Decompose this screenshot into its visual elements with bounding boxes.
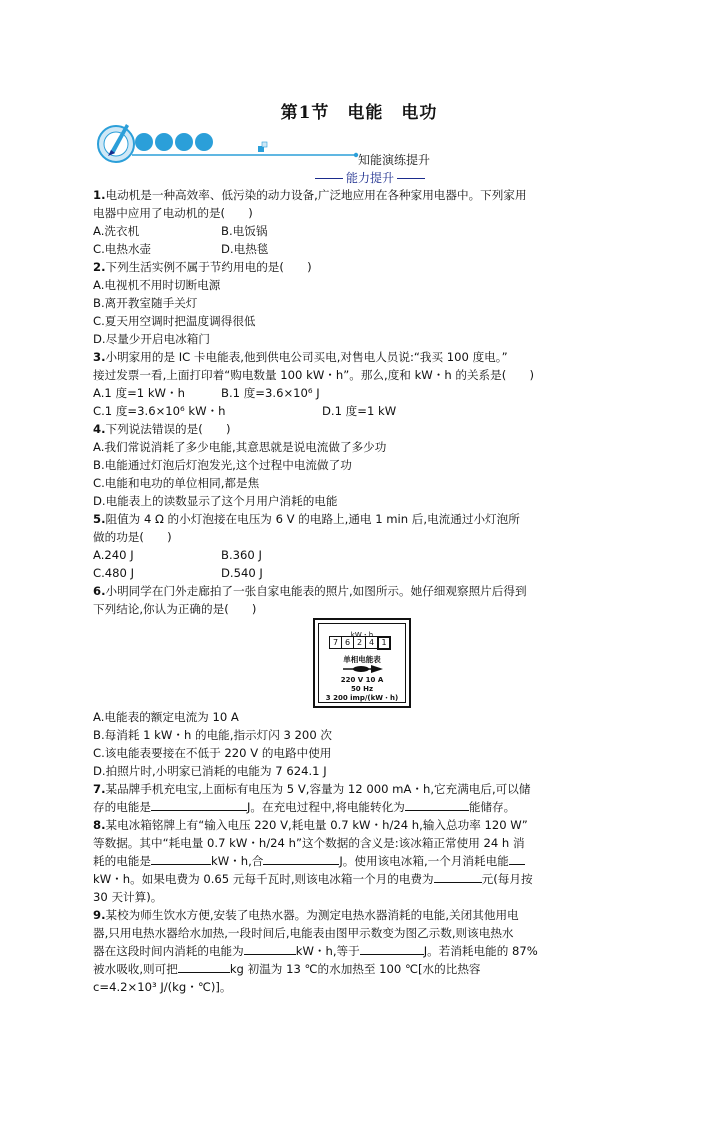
q2-line-1 bbox=[93, 258, 633, 276]
q1-option-d[interactable]: D.电热毯 bbox=[221, 242, 269, 256]
q5-option-d[interactable]: D.540 J bbox=[221, 566, 263, 580]
meter-digit-decimal: 1 bbox=[377, 636, 391, 650]
q5-option-b[interactable]: B.360 J bbox=[221, 548, 262, 562]
q1-line-1 bbox=[93, 186, 633, 204]
q9-blank-kwh[interactable] bbox=[244, 942, 296, 955]
q9-text-3b: kW・h,等于 bbox=[295, 944, 360, 958]
q4-option-c[interactable]: C.电能和电功的单位相同,都是焦 bbox=[93, 476, 260, 490]
q3-line-1 bbox=[93, 348, 633, 366]
q7-text-1: 某品牌手机充电宝,上面标有电压为 5 V,容量为 12 000 mA・h,它充满电后,可以储 bbox=[105, 782, 531, 796]
q9-text-4a: 被水吸收,则可把 bbox=[93, 962, 178, 976]
q7-blank-form[interactable] bbox=[405, 798, 469, 811]
electricity-meter-figure bbox=[313, 618, 411, 708]
q3-option-d[interactable]: D.1 度=1 kW bbox=[322, 404, 397, 418]
q3-line-2: 接过发票一看,上面打印着“购电数量 100 kW・h”。那么,度和 kW・h 的关系是( ) bbox=[93, 368, 534, 382]
q3-text-1: 小明家用的是 IC 卡电能表,他到供电公司买电,对售电人员说:“我买 100 度电。” bbox=[105, 350, 508, 364]
q3-options-row-1 bbox=[93, 384, 633, 402]
question-list bbox=[93, 186, 633, 996]
meter-spec-constant: 3 200 imp/(kW・h) bbox=[325, 694, 399, 702]
q5-line-2: 做的功是( ) bbox=[93, 530, 172, 544]
q8-text-3b: kW・h,合 bbox=[210, 854, 264, 868]
q3-options-row-2 bbox=[93, 402, 633, 420]
q2-option-b[interactable]: B.离开教室随手关灯 bbox=[93, 296, 198, 310]
meter-digit: 6 bbox=[341, 636, 354, 649]
q8-line-1 bbox=[93, 816, 633, 834]
q6-option-b[interactable]: B.每消耗 1 kW・h 的电能,指示灯闪 3 200 次 bbox=[93, 728, 332, 742]
q8-line-3 bbox=[93, 852, 633, 870]
q6-option-d[interactable]: D.拍照片时,小明家已消耗的电能为 7 624.1 J bbox=[93, 764, 327, 778]
q5-text-1: 阻值为 4 Ω 的小灯泡接在电压为 6 V 的电路上,通电 1 min 后,电流通过小灯泡所 bbox=[105, 512, 520, 526]
q7-line-1 bbox=[93, 780, 633, 798]
q7-blank-energy[interactable] bbox=[151, 798, 247, 811]
meter-spec-frequency: 50 Hz bbox=[350, 685, 374, 693]
meter-spec bbox=[319, 676, 405, 703]
q4-option-a[interactable]: A.我们常说消耗了多少电能,其意思就是说电流做了多少功 bbox=[93, 440, 387, 454]
q9-line-2: 器,只用电热水器给水加热,一段时间后,电能表由图甲示数变为图乙示数,则该电热水 bbox=[93, 926, 514, 940]
meter-digits bbox=[329, 636, 390, 650]
meter-name: 单相电能表 bbox=[343, 655, 381, 664]
q8-text-1: 某电冰箱铭牌上有“输入电压 220 V,耗电量 0.7 kW・h/24 h,输入总功率 120 W” bbox=[105, 818, 528, 832]
q1-option-c[interactable]: C.电热水壶 bbox=[93, 242, 152, 256]
q3-option-b[interactable]: B.1 度=3.6×10⁶ J bbox=[221, 386, 320, 400]
q2-text-1: 下列生活实例不属于节约用电的是( ) bbox=[105, 260, 312, 274]
q2-option-a[interactable]: A.电视机不用时切断电源 bbox=[93, 278, 221, 292]
meter-digit: 4 bbox=[365, 636, 378, 649]
q1-line-2: 电器中应用了电动机的是( ) bbox=[93, 206, 253, 220]
q5-line-1 bbox=[93, 510, 633, 528]
q8-text-3a: 耗的电能是 bbox=[93, 854, 151, 868]
q9-line-4 bbox=[93, 960, 633, 978]
q3-option-c[interactable]: C.1 度=3.6×10⁶ kW・h bbox=[93, 404, 226, 418]
q9-line-3 bbox=[93, 942, 633, 960]
ability-header bbox=[312, 169, 428, 186]
q9-line-5: c=4.2×10³ J/(kg・℃)]。 bbox=[93, 980, 232, 994]
q5-options-row-2 bbox=[93, 564, 633, 582]
q1-options-row-1 bbox=[93, 222, 633, 240]
q7-line-2 bbox=[93, 798, 633, 816]
q2-option-d[interactable]: D.尽量少开启电冰箱门 bbox=[93, 332, 210, 346]
q9-number: 9. bbox=[93, 908, 106, 922]
q6-line-1 bbox=[93, 582, 633, 600]
practice-label: 知能演练提升 bbox=[358, 153, 431, 167]
q7-text-2a: 存的电能是 bbox=[93, 800, 151, 814]
q8-line-5: 30 天计算)。 bbox=[93, 890, 163, 904]
q8-blank-month-energy[interactable] bbox=[509, 852, 525, 865]
q9-blank-joule[interactable] bbox=[360, 942, 424, 955]
meter-unit: kW・h bbox=[350, 631, 374, 639]
q9-text-1: 某校为师生饮水方便,安装了电热水器。为测定电热水器消耗的电能,关闭其他用电 bbox=[105, 908, 519, 922]
q4-line-1 bbox=[93, 420, 633, 438]
q6-number: 6. bbox=[93, 584, 106, 598]
q2-number: 2. bbox=[93, 260, 106, 274]
q4-text-1: 下列说法错误的是( ) bbox=[105, 422, 231, 436]
q2-option-c[interactable]: C.夏天用空调时把温度调得很低 bbox=[93, 314, 256, 328]
meter-figure-wrap bbox=[93, 618, 633, 708]
q5-option-a[interactable]: A.240 J bbox=[93, 548, 134, 562]
ability-rule-left bbox=[315, 178, 343, 179]
meter-digit: 7 bbox=[329, 636, 342, 649]
q8-blank-kwh[interactable] bbox=[151, 852, 211, 865]
q8-blank-cost[interactable] bbox=[434, 870, 482, 883]
square-marker-icon bbox=[258, 142, 267, 152]
q6-line-2: 下列结论,你认为正确的是( ) bbox=[93, 602, 257, 616]
page-title: 第1节 电能 电功 bbox=[280, 103, 438, 123]
q8-line-2: 等数据。其中“耗电量 0.7 kW・h/24 h”这个数据的含义是:该冰箱正常使用 24 h 消 bbox=[93, 836, 525, 850]
ability-rule-right bbox=[397, 178, 425, 179]
meter-inner-frame bbox=[318, 623, 406, 703]
q9-text-3c: J。若消耗电能的 87% bbox=[423, 944, 538, 958]
q8-text-4b: 元(每月按 bbox=[481, 872, 533, 886]
q5-number: 5. bbox=[93, 512, 106, 526]
q1-option-a[interactable]: A.洗衣机 bbox=[93, 224, 140, 238]
q1-text-1: 电动机是一种高效率、低污染的动力设备,广泛地应用在各种家用电器中。下列家用 bbox=[105, 188, 527, 202]
q9-text-3a: 器在这段时间内消耗的电能为 bbox=[93, 944, 244, 958]
q4-option-d[interactable]: D.电能表上的读数显示了这个月用户消耗的电能 bbox=[93, 494, 338, 508]
q9-blank-mass[interactable] bbox=[178, 960, 230, 973]
q5-options-row-1 bbox=[93, 546, 633, 564]
q4-number: 4. bbox=[93, 422, 106, 436]
q7-text-2c: 能储存。 bbox=[468, 800, 516, 814]
q9-line-1 bbox=[93, 906, 633, 924]
pen-nib-icon bbox=[98, 124, 134, 162]
q8-number: 8. bbox=[93, 818, 106, 832]
q8-blank-joule[interactable] bbox=[263, 852, 339, 865]
meter-arrow-icon bbox=[341, 664, 385, 674]
meter-spec-rating: 220 V 10 A bbox=[340, 676, 384, 684]
q8-text-4a: kW・h。如果电费为 0.65 元每千瓦时,则该电冰箱一个月的电费为 bbox=[93, 872, 434, 886]
q8-text-3c: J。使用该电冰箱,一个月消耗电能 bbox=[339, 854, 509, 868]
q3-number: 3. bbox=[93, 350, 106, 364]
q5-option-c[interactable]: C.480 J bbox=[93, 566, 135, 580]
q1-number: 1. bbox=[93, 188, 106, 202]
q1-option-b[interactable]: B.电饭锅 bbox=[221, 224, 268, 238]
q6-option-c[interactable]: C.该电能表要接在不低于 220 V 的电路中使用 bbox=[93, 746, 332, 760]
q1-options-row-2 bbox=[93, 240, 633, 258]
q6-option-a[interactable]: A.电能表的额定电流为 10 A bbox=[93, 710, 239, 724]
q8-line-4 bbox=[93, 870, 633, 888]
q3-option-a[interactable]: A.1 度=1 kW・h bbox=[93, 386, 185, 400]
q7-text-2b: J。在充电过程中,将电能转化为 bbox=[246, 800, 405, 814]
q9-text-4b: kg 初温为 13 ℃的水加热至 100 ℃[水的比热容 bbox=[229, 962, 481, 976]
ability-label: 能力提升 bbox=[346, 171, 395, 185]
q7-number: 7. bbox=[93, 782, 106, 796]
meter-digit: 2 bbox=[353, 636, 366, 649]
dot-bubble-icon bbox=[135, 133, 213, 151]
q6-text-1: 小明同学在门外走廊拍了一张自家电能表的照片,如图所示。她仔细观察照片后得到 bbox=[105, 584, 527, 598]
q4-option-b[interactable]: B.电能通过灯泡后灯泡发光,这个过程中电流做了功 bbox=[93, 458, 352, 472]
